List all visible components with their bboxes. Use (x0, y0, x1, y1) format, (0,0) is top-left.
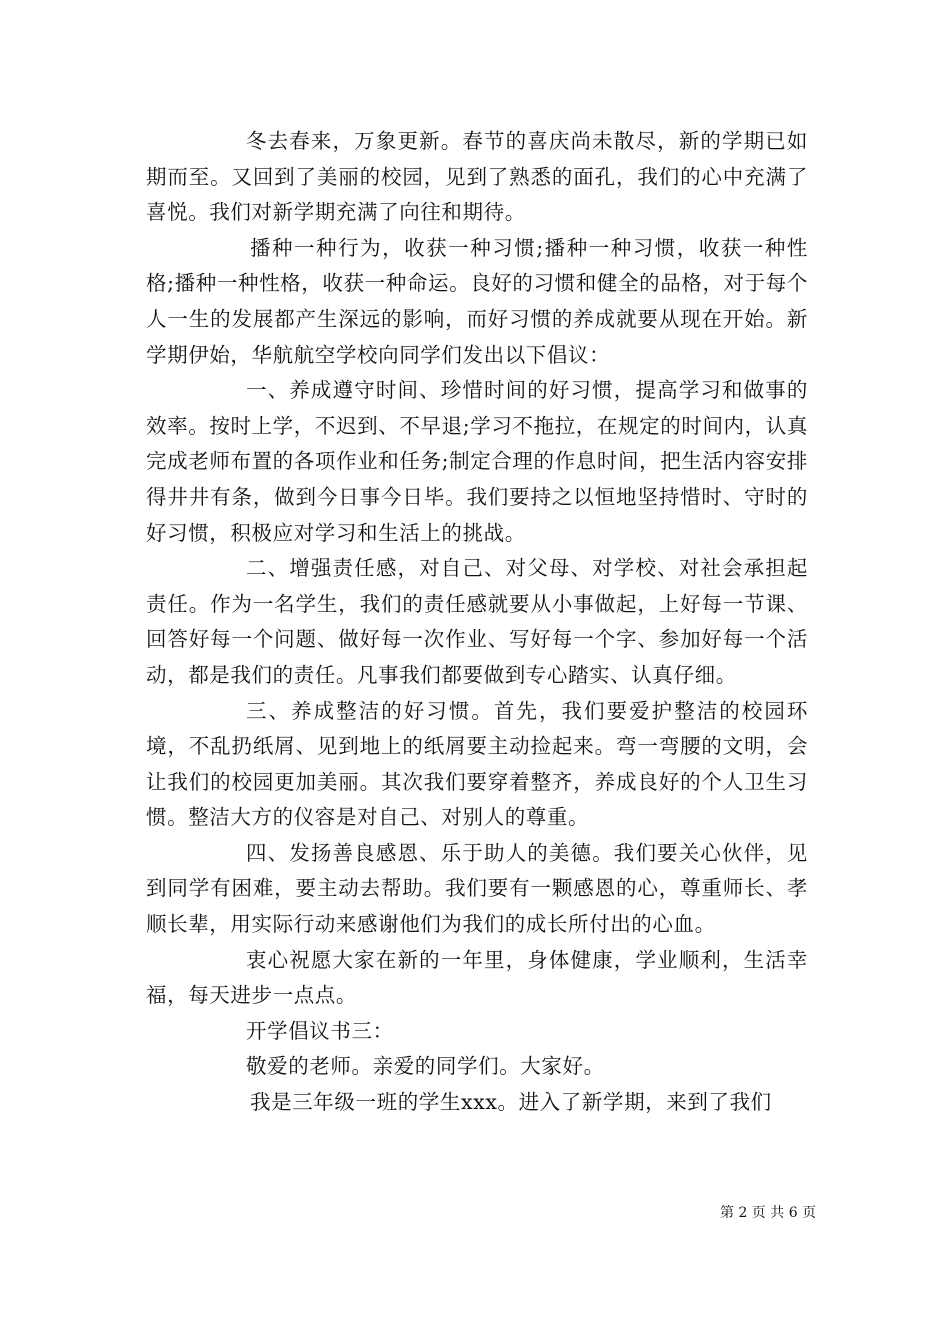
paragraph-point-4: 四、发扬善良感恩、乐于助人的美德。我们要关心伙伴，见到同学有困难，要主动去帮助。我们要有一颗感恩的心，尊重师长、孝顺长辈，用实际行动来感谢他们为我们的成长所付出的心血。 (146, 840, 808, 937)
paragraph-self-intro: 我是三年级一班的学生xxx。进入了新学期，来到了我们 (250, 1090, 772, 1115)
paragraph-point-2: 二、增强责任感，对自己、对父母、对学校、对社会承担起责任。作为一名学生，我们的责任感就要从小事做起，上好每一节课、回答好每一个问题、做好每一次作业、写好每一个字、参加好每一个活动，都是我们的责任。凡事我们都要做到专心踏实、认真仔细。 (146, 556, 808, 687)
paragraph-point-1: 一、养成遵守时间、珍惜时间的好习惯，提高学习和做事的效率。按时上学，不迟到、不早退;学习不拖拉，在规定的时间内，认真完成老师布置的各项作业和任务;制定合理的作息时间，把生活内容安排得井井有条，做到今日事今日毕。我们要持之以恒地坚持惜时、守时的好习惯，积极应对学习和生活上的挑战。 (146, 378, 808, 545)
page-number-footer: 第 2 页 共 6 页 (720, 1205, 817, 1221)
paragraph-intro: 冬去春来，万象更新。春节的喜庆尚未散尽，新的学期已如期而至。又回到了美丽的校园，见到了熟悉的面孔，我们的心中充满了喜悦。我们对新学期充满了向往和期待。 (146, 129, 808, 225)
paragraph-wishes: 衷心祝愿大家在新的一年里，身体健康，学业顺利，生活幸福，每天进步一点点。 (146, 947, 808, 1008)
paragraph-greeting: 敬爱的老师。亲爱的同学们。大家好。 (246, 1054, 605, 1079)
paragraph-habits: 播种一种行为，收获一种习惯;播种一种习惯，收获一种性格;播种一种性格，收获一种命运。良好的习惯和健全的品格，对于每个人一生的发展都产生深远的影响，而好习惯的养成就要从现在开始。新学期伊始，华航航空学校向同学们发出以下倡议： (146, 235, 808, 367)
paragraph-point-3: 三、养成整洁的好习惯。首先，我们要爱护整洁的校园环境，不乱扔纸屑、见到地上的纸屑要主动捡起来。弯一弯腰的文明，会让我们的校园更加美丽。其次我们要穿着整齐，养成良好的个人卫生习惯。整洁大方的仪容是对自己、对别人的尊重。 (146, 698, 808, 830)
section-heading: 开学倡议书三： (246, 1018, 394, 1043)
document-body (146, 124, 808, 1121)
